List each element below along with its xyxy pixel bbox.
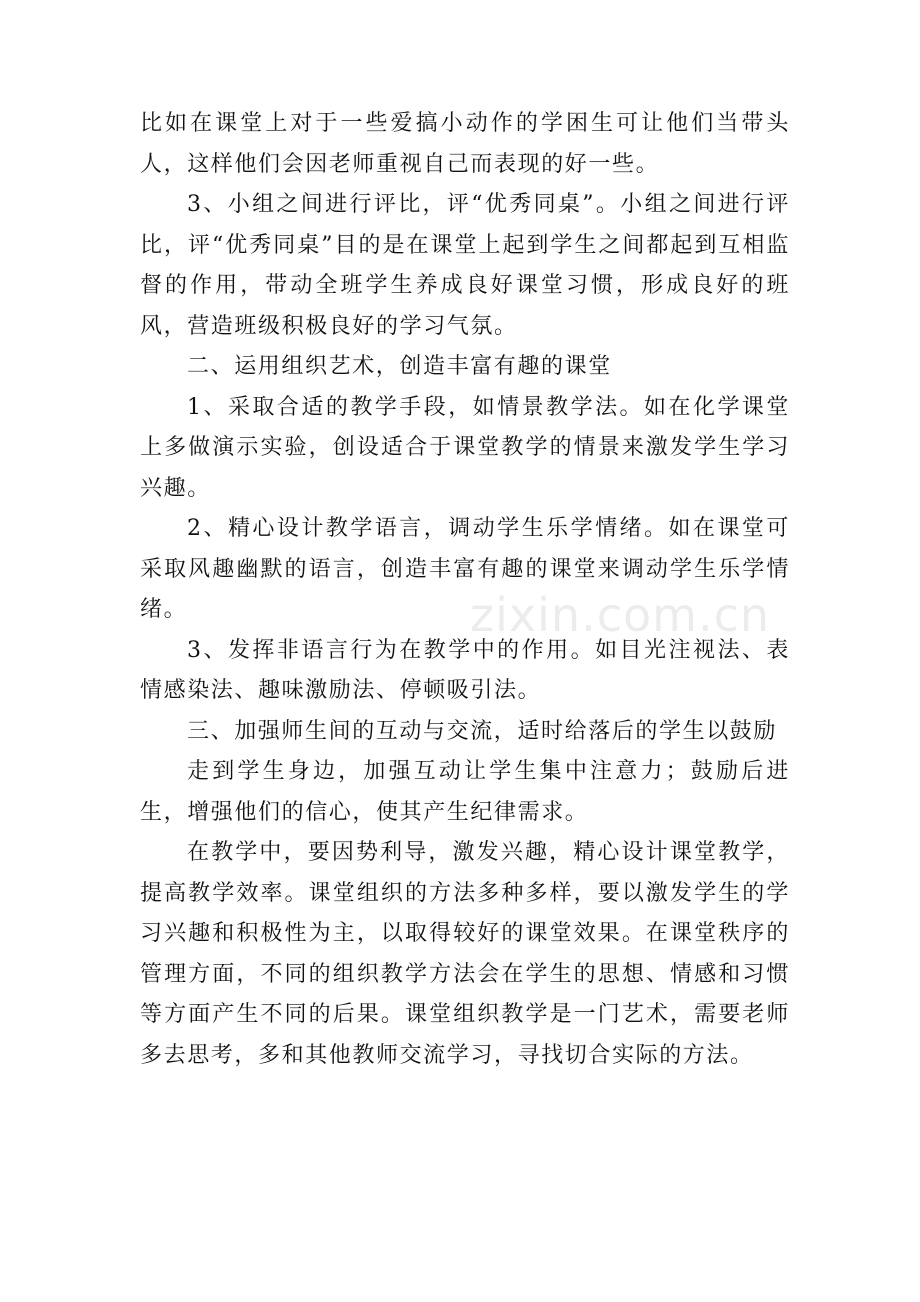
watermark-text: zixin.com.cn — [470, 588, 771, 642]
paragraph-8: 走到学生身边，加强互动让学生集中注意力；鼓励后进生，增强他们的信心，使其产生纪律需求。 — [140, 759, 790, 825]
paragraph-5: 2、精心设计教学语言，调动学生乐学情绪。如在课堂可采取风趣幽默的语言，创造丰富有趣的课堂来调动学生乐学情绪。 — [140, 516, 790, 622]
section-heading-3: 三、加强师生间的互动与交流，适时给落后的学生以鼓励 — [187, 718, 778, 744]
paragraph-4: 1、采取合适的教学手段，如情景教学法。如在化学课堂上多做演示实验，创设适合于课堂教学的情景来激发学生学习兴趣。 — [140, 394, 790, 501]
paragraph-6: 3、发挥非语言行为在教学中的作用。如目光注视法、表情感染法、趣味激励法、停顿吸引法。 — [140, 637, 790, 703]
paragraph-2: 3、小组之间进行评比，评“优秀同桌”。小组之间进行评比，评“优秀同桌”目的是在课堂上起到学生之间都起到互相监督的作用，带动全班学生养成良好课堂习惯，形成良好的班风，营造班级积极良好的学习气氛。 — [140, 192, 790, 339]
document-body — [140, 104, 790, 1076]
paragraph-1: 比如在课堂上对于一些爱搞小动作的学困生可让他们当带头人，这样他们会因老师重视自己而表现的好一些。 — [140, 111, 790, 177]
paragraph-9: 在教学中，要因势利导，激发兴趣，精心设计课堂教学，提高教学效率。课堂组织的方法多种多样，要以激发学生的学习兴趣和积极性为主，以取得较好的课堂效果。在课堂秩序的管理方面，不同的组织教学方法会在学生的思想、情感和习惯等方面产生不同的后果。课堂组织教学是一门艺术，需要老师多去思考，多和其他教师交流学习，寻找切合实际的方法。 — [140, 840, 790, 1068]
section-heading-2: 二、运用组织艺术，创造丰富有趣的课堂 — [187, 354, 612, 379]
